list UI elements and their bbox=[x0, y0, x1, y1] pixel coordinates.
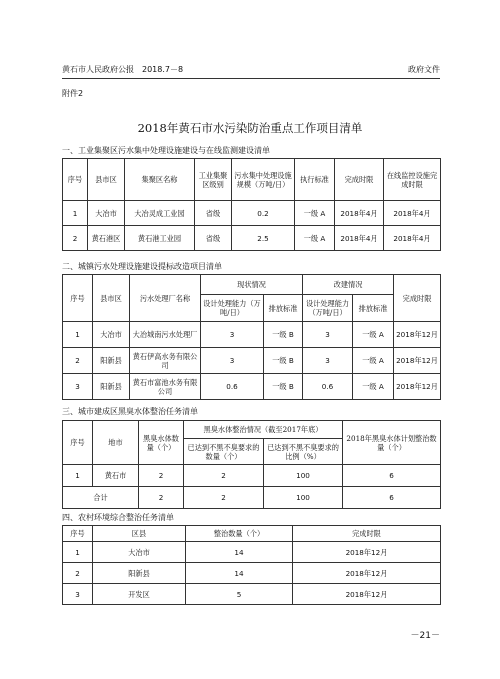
cell: 2 bbox=[139, 487, 184, 509]
cell: 1 bbox=[63, 542, 93, 563]
col-upgrade-status: 改建情况 bbox=[303, 275, 394, 295]
col-plant-name: 污水处理厂名称 bbox=[130, 275, 201, 322]
cell: 2018年12月 bbox=[293, 542, 441, 563]
table-row bbox=[63, 465, 441, 487]
cell: 2018年4月 bbox=[384, 226, 441, 251]
cell: 一级 A bbox=[295, 201, 335, 226]
cell: 2 bbox=[63, 348, 93, 374]
col-no: 序号 bbox=[63, 275, 93, 322]
table-row bbox=[63, 201, 441, 226]
col-water-count: 黑臭水体数量（个） bbox=[139, 421, 184, 465]
col-deadline: 完成时限 bbox=[293, 526, 441, 542]
cell: 1 bbox=[63, 465, 93, 487]
cell: 2018年12月 bbox=[293, 563, 441, 584]
table-row bbox=[63, 348, 441, 374]
running-header bbox=[62, 64, 440, 78]
cell: 3 bbox=[303, 322, 353, 348]
cell: 大冶市 bbox=[93, 322, 130, 348]
col-city: 地市 bbox=[93, 421, 139, 465]
col-monitor-deadline: 在线监控设施完成时限 bbox=[384, 159, 441, 201]
cell: 省级 bbox=[195, 201, 232, 226]
section3-heading: 三、城市建成区黑臭水体整治任务清单 bbox=[62, 407, 198, 416]
section4-heading: 四、农村环境综合整治任务清单 bbox=[62, 513, 174, 522]
attachment-label: 附件2 bbox=[62, 89, 84, 98]
cell: 3 bbox=[63, 584, 93, 605]
cell: 3 bbox=[201, 348, 264, 374]
table-header-row bbox=[63, 159, 441, 201]
table-header-row bbox=[63, 526, 441, 542]
col-upgrade-standard: 排放标准 bbox=[353, 295, 394, 322]
total-label: 合计 bbox=[63, 487, 139, 509]
col-standard: 执行标准 bbox=[295, 159, 335, 201]
section1-heading: 一、工业集聚区污水集中处理设施建设与在线监测建设清单 bbox=[62, 146, 270, 155]
cell: 大冶市 bbox=[93, 542, 186, 563]
cell: 大冶城南污水处理厂 bbox=[130, 322, 201, 348]
cell: 大冶市 bbox=[88, 201, 125, 226]
table-row bbox=[63, 584, 441, 605]
cell: 2 bbox=[184, 465, 264, 487]
page-title: 2018年黄石市水污染防治重点工作项目清单 bbox=[137, 121, 363, 135]
page-number: －21－ bbox=[410, 631, 440, 641]
cell: 一级 B bbox=[264, 322, 303, 348]
table-row bbox=[63, 563, 441, 584]
col-no: 序号 bbox=[63, 421, 93, 465]
cell: 2018年12月 bbox=[293, 584, 441, 605]
col-county: 县市区 bbox=[93, 275, 130, 322]
cell: 一级 A bbox=[295, 226, 335, 251]
cell: 一级 A bbox=[353, 348, 394, 374]
cell: 一级 A bbox=[353, 322, 394, 348]
cell: 黄石市 bbox=[93, 465, 139, 487]
cell: 2018年4月 bbox=[335, 226, 384, 251]
cell: 黄石港工业园 bbox=[125, 226, 195, 251]
col-county: 县市区 bbox=[88, 159, 125, 201]
cell: 2 bbox=[184, 487, 264, 509]
cell: 黄石港区 bbox=[88, 226, 125, 251]
cell: 2018年12月 bbox=[394, 374, 441, 400]
table-row bbox=[63, 322, 441, 348]
table-header-row bbox=[63, 421, 441, 439]
col-deadline: 完成时限 bbox=[335, 159, 384, 201]
table-row bbox=[63, 542, 441, 563]
cell: 一级 B bbox=[264, 348, 303, 374]
col-current-status: 现状情况 bbox=[201, 275, 303, 295]
cell: 3 bbox=[201, 322, 264, 348]
col-zone-level: 工业集聚区级别 bbox=[195, 159, 232, 201]
cell: 1 bbox=[63, 201, 88, 226]
col-remediation-status: 黑臭水体整治情况（截至2017年底） bbox=[184, 421, 343, 439]
cell: 2018年4月 bbox=[335, 201, 384, 226]
col-district: 区县 bbox=[93, 526, 186, 542]
cell: 2018年4月 bbox=[384, 201, 441, 226]
col-capacity: 污水集中处理设施规模（万吨/日） bbox=[232, 159, 295, 201]
cell: 黄石市富池水务有限公司 bbox=[130, 374, 201, 400]
section3-table bbox=[62, 420, 441, 509]
cell: 2 bbox=[63, 226, 88, 251]
cell: 6 bbox=[343, 465, 441, 487]
table-row bbox=[63, 226, 441, 251]
cell: 一级 B bbox=[264, 374, 303, 400]
col-plan-count: 2018年黑臭水体计划整治数量（个） bbox=[343, 421, 441, 465]
cell: 大冶灵成工业园 bbox=[125, 201, 195, 226]
cell: 3 bbox=[303, 348, 353, 374]
cell: 2 bbox=[63, 563, 93, 584]
cell: 省级 bbox=[195, 226, 232, 251]
cell: 2018年12月 bbox=[394, 348, 441, 374]
cell: 2.5 bbox=[232, 226, 295, 251]
cell: 3 bbox=[63, 374, 93, 400]
cell: 6 bbox=[343, 487, 441, 509]
col-count: 整治数量（个） bbox=[186, 526, 293, 542]
table-header-row bbox=[63, 275, 441, 295]
table-total-row bbox=[63, 487, 441, 509]
cell: 0.2 bbox=[232, 201, 295, 226]
col-done-count: 已达到不黑不臭要求的数量（个） bbox=[184, 439, 264, 465]
cell: 2 bbox=[139, 465, 184, 487]
cell: 黄石伊高水务有限公司 bbox=[130, 348, 201, 374]
table-row bbox=[63, 374, 441, 400]
col-upgrade-capacity: 设计处理能力（万吨/日） bbox=[303, 295, 353, 322]
cell: 阳新县 bbox=[93, 563, 186, 584]
col-no: 序号 bbox=[63, 526, 93, 542]
cell: 阳新县 bbox=[93, 348, 130, 374]
section2-heading: 二、城镇污水处理设施建设提标改造项目清单 bbox=[62, 262, 222, 271]
header-rule bbox=[62, 78, 440, 79]
cell: 5 bbox=[186, 584, 293, 605]
cell: 一级 A bbox=[353, 374, 394, 400]
cell: 100 bbox=[264, 487, 343, 509]
col-deadline: 完成时限 bbox=[394, 275, 441, 322]
col-current-standard: 排放标准 bbox=[264, 295, 303, 322]
cell: 14 bbox=[186, 563, 293, 584]
cell: 100 bbox=[264, 465, 343, 487]
col-zone-name: 集聚区名称 bbox=[125, 159, 195, 201]
cell: 2018年12月 bbox=[394, 322, 441, 348]
cell: 0.6 bbox=[201, 374, 264, 400]
header-category: 政府文件 bbox=[408, 65, 440, 74]
col-current-capacity: 设计处理能力（万吨/日） bbox=[201, 295, 264, 322]
section4-table bbox=[62, 525, 441, 605]
section1-table bbox=[62, 158, 441, 251]
cell: 0.6 bbox=[303, 374, 353, 400]
col-no: 序号 bbox=[63, 159, 88, 201]
header-publication: 黄石市人民政府公报 2018.7－8 bbox=[62, 65, 184, 74]
cell: 阳新县 bbox=[93, 374, 130, 400]
cell: 14 bbox=[186, 542, 293, 563]
cell: 1 bbox=[63, 322, 93, 348]
section2-table bbox=[62, 274, 441, 400]
col-done-ratio: 已达到不黑不臭要求的比例（%） bbox=[264, 439, 343, 465]
cell: 开发区 bbox=[93, 584, 186, 605]
